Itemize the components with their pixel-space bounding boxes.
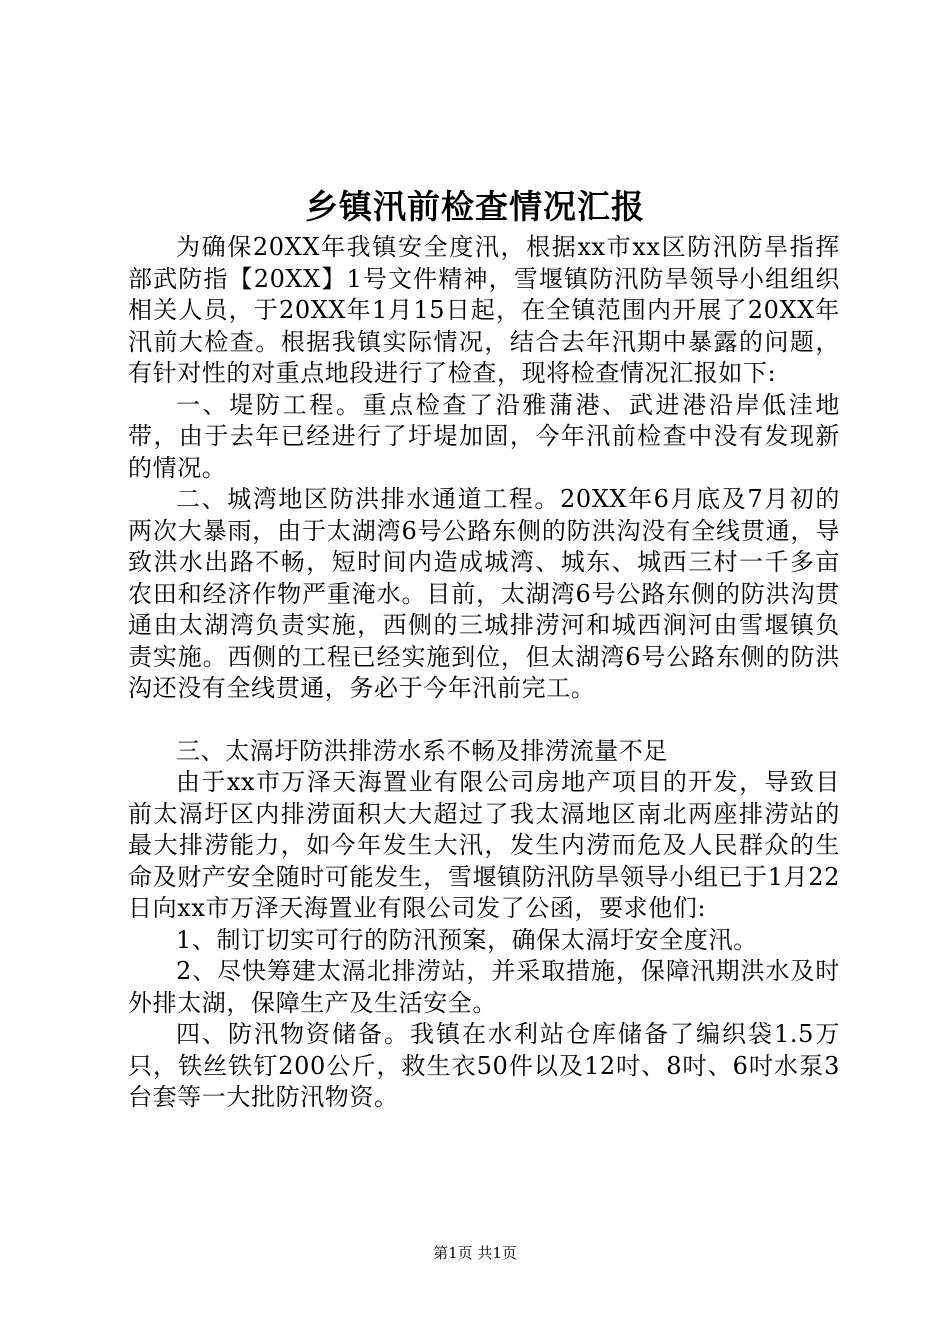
paragraph-intro: 为确保20XX年我镇安全度汛，根据xx市xx区防汛防旱指挥部武防指【20XX】1号文件精神，雪堰镇防汛防旱领导小组组织相关人员，于20XX年1月15日起，在全镇范围内开展了20XX年汛前大检查。根据我镇实际情况，结合去年汛期中暴露的问题，有针对性的对重点地段进行了检查，现将检查情况汇报如下: — [128, 233, 840, 387]
paragraph-section-3-body: 由于xx市万泽天海置业有限公司房地产项目的开发，导致目前太滆圩区内排涝面积大大超过了我太滆地区南北两座排涝站的最大排涝能力，如今年发生大汛，发生内涝而危及人民群众的生命及财产安全随时可能发生，雪堰镇防汛防旱领导小组已于1月22日向xx市万泽天海置业有限公司发了公函，要求他们: — [128, 768, 840, 922]
paragraph-section-1: 一、堤防工程。重点检查了沿雅蒲港、武进港沿岸低洼地带，由于去年已经进行了圩堤加固，今年汛前检查中没有发现新的情况。 — [128, 390, 840, 482]
page-footer: 第1页 共1页 — [433, 1244, 517, 1262]
paragraph-section-3-heading: 三、太滆圩防洪排涝水系不畅及排涝流量不足 — [176, 736, 668, 765]
document-title: 乡镇汛前检查情况汇报 — [305, 187, 645, 226]
document-body — [128, 232, 840, 1114]
paragraph-section-4: 四、防汛物资储备。我镇在水利站仓库储备了编织袋1.5万只，铁丝铁钉200公斤，救生衣50件以及12吋、8吋、6吋水泵3台套等一大批防汛物资。 — [128, 1020, 840, 1111]
paragraph-requirement-1: 1、制订切实可行的防汛预案，确保太滆圩安全度汛。 — [176, 925, 758, 954]
paragraph-section-2: 二、城湾地区防洪排水通道工程。20XX年6月底及7月初的两次大暴雨，由于太湖湾6号公路东侧的防洪沟没有全线贯通，导致洪水出路不畅，短时间内造成城湾、城东、城西三村一千多亩农田和经济作物严重淹水。目前，太湖湾6号公路东侧的防洪沟贯通由太湖湾负责实施，西侧的三城排涝河和城西涧河由雪堰镇负责实施。西侧的工程已经实施到位，但太湖湾6号公路东侧的防洪沟还没有全线贯通，务必于今年汛前完工。 — [128, 485, 840, 702]
paragraph-requirement-2: 2、尽快筹建太滆北排涝站，并采取措施，保障汛期洪水及时外排太湖，保障生产及生活安全。 — [128, 957, 840, 1017]
